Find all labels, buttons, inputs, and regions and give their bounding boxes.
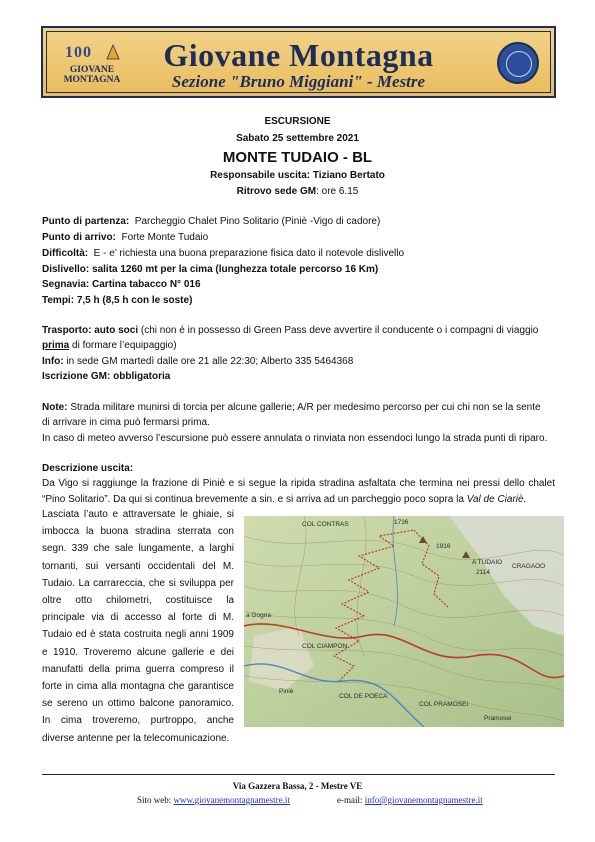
note-line3: In caso di meteo avverso l’escursione può essere annulata o rinviata non essendoci lungo la strada punti di riparo. [42, 433, 548, 444]
footer-email [337, 795, 483, 805]
transport-text: (chi non é in possesso di Green Pass deve avvertire il conducente o i compagni di viaggio [140, 325, 539, 336]
map-label-pramosei: Pramosei [484, 715, 512, 722]
prima-word: prima [42, 340, 70, 351]
map-label-2114: 2114 [476, 569, 490, 576]
info [42, 356, 554, 368]
map-label-1916: 1916 [436, 543, 451, 550]
registration: Iscrizione GM: obbligatoria [42, 371, 171, 382]
responsible: Responsabile uscita: Tiziano Bertato [210, 170, 385, 181]
map-graphic [244, 516, 564, 727]
email-label: e-mail: [337, 795, 363, 805]
map-label-tudaio: A TUDAIO [472, 559, 503, 566]
map-label-col-ciampon: COL CIAMPON [302, 643, 348, 650]
info-label: Info: [42, 356, 64, 367]
org-subtitle: Sezione "Bruno Miggiani" - Mestre [171, 72, 426, 91]
footer-divider [42, 774, 555, 775]
transport-label: Trasporto: auto soci [42, 325, 139, 336]
header-banner [41, 26, 556, 98]
email-link[interactable]: info@giovanemontagnamestre.it [364, 795, 483, 805]
map-label-pinie: Piniè [279, 688, 294, 695]
description-line2 [42, 494, 555, 506]
description-line2-text: “Pino Solitario”. Da qui si continua brevemente a sin. e si arriva ad un parcheggio poco sopra la [42, 494, 464, 505]
topographic-map [244, 516, 564, 727]
map-label-1736: 1736 [394, 519, 409, 526]
difficulty-value: E - e’ richiesta una buona preparazione fisica dato il notevole dislivello [93, 248, 405, 259]
meeting-value: : ore 6.15 [316, 186, 359, 197]
excursion-type: ESCURSIONE [264, 116, 331, 127]
difficulty-label: Difficoltà: [42, 248, 89, 259]
map-label-cragaoo: CRAGAOO [512, 563, 546, 570]
logo-number: 100 [65, 44, 92, 61]
footer-website [137, 795, 290, 805]
map-label-gogna: a Gogna [246, 612, 271, 619]
description-body: Lasciata l’auto e attraversate le ghiaie, si imbocca la buona stradina sterrata con segn. 339 che sale lungamente, a larghi tornanti, sui versanti occidentali del M. Tudaio. La carrareccia, che si sviluppa per oltre otto chilometri, costituisce la principale via di accesso al forte di M. Tudaio ed è stata costruita negli anni 1909 e 1910. Troveremo alcune gallerie e dei manufatti della prima guerra compreso il forte in cima alla montagna che garantisce se sereno un ottimo balcone panoramico. In cima troveremo, purtroppo, anche diverse antenne per la telecomunicazione. [42, 509, 234, 744]
org-title: Giovane Montagna [163, 37, 434, 73]
start-point [42, 216, 554, 228]
arrival-label: Punto di arrivo: [42, 232, 116, 243]
arrival-value: Forte Monte Tudaio [121, 232, 209, 243]
note-line2: di arrivare in cima può fermarsi prima. [42, 417, 210, 428]
logo-line1: GIOVANE [69, 65, 115, 75]
transport [42, 325, 554, 337]
excursion-title: MONTE TUDAIO - BL [222, 149, 373, 166]
note [42, 402, 554, 414]
elevation: Dislivello: salita 1260 mt per la cima (lunghezza totale percorso 16 Km) [42, 264, 379, 275]
meeting-label: Ritrovo sede GM [236, 186, 317, 197]
description-label: Descrizione uscita: [42, 463, 134, 474]
map-label-col-de-poeca: COL DE POECA [339, 693, 388, 700]
place-name: Val de Ciariè. [466, 494, 527, 505]
logo-line2: MONTAGNA [63, 75, 121, 85]
map-label-col-contras: COL CONTRAS [302, 521, 349, 528]
start-value: Parcheggio Chalet Pino Solitario (Piniè -Vigo di cadore) [134, 216, 381, 227]
arrival-point [42, 232, 554, 244]
times: Tempi: 7,5 h (8,5 h con le soste) [42, 295, 193, 306]
map-label-col-pramosei: COL PRAMOSEI [419, 701, 469, 708]
banner-frame [46, 31, 551, 93]
footer-address: Via Gazzera Bassa, 2 - Mestre VE [232, 781, 363, 791]
difficulty [42, 248, 554, 260]
description-line1: Da Vigo si raggiunge la frazione di Piniè e si segue la ripida stradina asfaltata che termina nei pressi dello chalet [42, 478, 555, 489]
website-label: Sito web: [137, 795, 172, 805]
excursion-date: Sabato 25 settembre 2021 [236, 133, 359, 144]
start-label: Punto di partenza: [42, 216, 130, 227]
note-label: Note: [42, 402, 68, 413]
emblem-icon [497, 42, 539, 84]
note-line1: Strada militare munirsi di torcia per alcune gallerie; A/R per medesimo percorso per cui chi non se la sente [70, 402, 541, 413]
meeting-time [0, 186, 595, 197]
transport-cont [42, 340, 554, 352]
transport-text-b: di formare l’equipaggio) [72, 340, 177, 351]
info-value: in sede GM martedì dalle ore 21 alle 22:30; Alberto 335 5464368 [66, 356, 354, 367]
trail-map: Segnavia: Cartina tabacco N° 016 [42, 279, 201, 290]
website-link[interactable]: www.giovanemontagnamestre.it [173, 795, 290, 805]
